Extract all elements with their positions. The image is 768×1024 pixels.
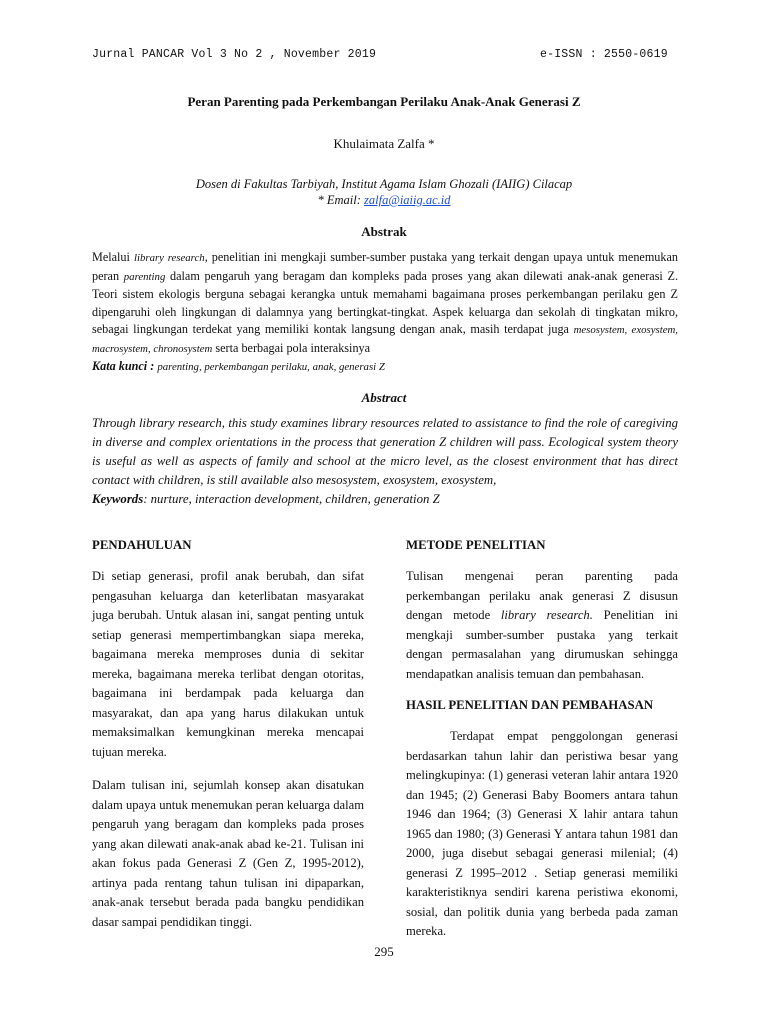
pendahuluan-paragraph-1: Di setiap generasi, profil anak berubah, dan sifat pengasuhan keluarga dan keterlibatan masyarakat juga berubah. Untuk alasan ini, sangat penting untuk setiap generasi mempertimbangkan siapa mereka, bagaimana mereka memproses dunia di sekitar mereka, bagaimana mereka terlibat dengan otoritas, bagaimana ini berdampak pada keluarga dan masyarakat, dan apa yang harus dilakukan untuk memaksimalkan kemungkinan mereka mencapai tujuan mereka.	[92, 569, 364, 759]
metode-text-1: Tulisan mengenai peran parenting pada perkembangan perilaku anak generasi Z disusun dengan metode	[406, 569, 678, 622]
keywords-label: Keywords	[92, 492, 144, 506]
author-name: Khulaimata Zalfa *	[333, 136, 435, 151]
email-line	[0, 192, 768, 208]
affiliation-text: Dosen di Fakultas Tarbiyah, Institut Agama Islam Ghozali (IAIIG) Cilacap	[195, 177, 573, 191]
metode-heading: METODE PENELITIAN	[406, 538, 546, 552]
affiliation	[0, 176, 768, 208]
paper-title: Peran Parenting pada Perkembangan Perilaku Anak-Anak Generasi Z	[187, 94, 581, 109]
abstrak-term-parenting: parenting	[123, 270, 166, 283]
pendahuluan-heading: PENDAHULUAN	[92, 538, 192, 552]
abstract-heading: Abstract	[361, 390, 407, 405]
email-link[interactable]: zalfa@iaiig.ac.id	[364, 193, 451, 207]
section-pendahuluan	[92, 538, 364, 932]
pendahuluan-paragraph-2: Dalam tulisan ini, sejumlah konsep akan disatukan dalam upaya untuk menemukan peran keluarga dalam pengaruh yang beragam dan kompleks pada proses yang akan dilewati anak-anak abad ke-21. Tulisan ini akan fokus pada Generasi Z (Gen Z, 1995-2012), artinya pada rentang tahun tulisan ini dipaparkan, anak-anak tersebut berada pada bangku pendidikan dasar sampai pendidikan tinggi.	[92, 778, 364, 929]
metode-text-2: Penelitian ini mengkaji sumber-sumber pustaka yang terkait dengan permasalahan yang dirumuskan sehingga mendapatkan analisis temuan dan pembahasan.	[406, 608, 678, 681]
kata-kunci	[92, 358, 678, 377]
abstrak-text-4: serta berbagai pola interaksinya	[212, 340, 371, 355]
section-metode	[406, 538, 678, 942]
abstrak-term-systems: mesosystem, exosystem, macrosystem, chronosystem	[92, 324, 678, 355]
email-prefix: * Email:	[317, 193, 365, 207]
abstract-text: Through library research, this study examines library resources related to assistance to find the role of caregiving in diverse and complex orientations in the process that generation Z children will pass. Ecological system theory is useful as well as aspects of family and school at the micro level, as the closest environment that has direct contact with children, is still available also mesosystem, exosystem, exosystem,	[92, 416, 678, 487]
abstrak-term-library-research: library research	[133, 252, 205, 264]
abstrak-text-2: , penelitian ini mengkaji sumber-sumber pustaka yang terkait dengan upaya untuk menemukan peran	[92, 250, 678, 283]
keywords-line	[92, 490, 678, 509]
abstrak-heading: Abstrak	[361, 224, 407, 239]
abstrak-text-1: Melalui	[92, 250, 134, 264]
page-number: 295	[374, 944, 394, 959]
hasil-paragraph: Terdapat empat penggolongan generasi berdasarkan tahun lahir dan peristiwa besar yang melingkupinya: (1) generasi veteran lahir antara 1920 dan 1945; (2) Generasi Baby Boomers antara tahun 1946 dan 1964; (3) Generasi X lahir antara tahun 1965 dan 1980; (3) Generasi Y antara tahun 1981 dan 2000, juga disebut sebagai generasi milenial; (4) generasi Z 1995–2012 . Setiap generasi memiliki karakteristiknya sendiri karena peristiwa ekonomi, sosial, dan politik dunia yang berbeda pada zaman mereka.	[406, 729, 678, 938]
abstrak-body	[92, 249, 678, 377]
abstrak-text-3: dalam pengaruh yang beragam dan kompleks pada proses yang akan dilewati anak-anak generasi Z. Teori sistem ekologis berguna sebagai kerangka untuk memahami bagaimana proses perkembangan perilaku gen Z dipengaruhi oleh lingkungan di dalamnya yang bertingkat-tingkat. Aspek keluarga dan sekolah di tingkatan mikro, sebagai lingkungan terdekat yang memiliki kontak langsung dengan anak, masih terdapat juga	[92, 268, 678, 336]
kata-kunci-values: parenting, perkembangan perilaku, anak, generasi Z	[157, 361, 385, 373]
metode-term-library-research: library research.	[500, 608, 593, 622]
hasil-heading: HASIL PENELITIAN DAN PEMBAHASAN	[406, 698, 654, 712]
abstract-body	[92, 414, 678, 509]
keywords-values: : nurture, interaction development, children, generation Z	[143, 492, 440, 506]
metode-paragraph	[406, 567, 678, 684]
kata-kunci-label: Kata kunci :	[92, 359, 158, 373]
journal-header: Jurnal PANCAR Vol 3 No 2 , November 2019	[92, 48, 377, 61]
issn-header: e-ISSN : 2550-0619	[540, 48, 668, 61]
